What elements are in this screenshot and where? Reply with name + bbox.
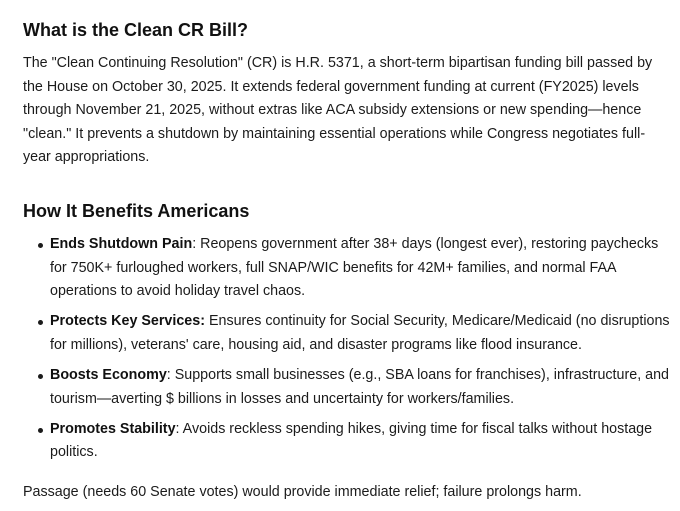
item-text: : Avoids reckless spending hikes, giving time for fiscal talks without hostage politics. <box>50 420 653 461</box>
item-label: Protects Key Services: <box>50 313 205 330</box>
list-item <box>50 364 671 411</box>
list-item <box>50 310 671 357</box>
item-label: Ends Shutdown Pain <box>50 235 193 252</box>
item-text: : Supports small businesses (e.g., SBA loans for franchises), infrastructure, and tourism—averting $ billions in losses and uncertainty for workers/families. <box>50 366 669 407</box>
list-item <box>50 233 671 304</box>
item-text: : Reopens government after 38+ days (longest ever), restoring paychecks for 750K+ furloughed workers, full SNAP/WIC benefits for 42M+ families, and normal FAA operations to avoid holiday travel chaos. <box>50 235 659 300</box>
closing-paragraph: Passage (needs 60 Senate votes) would provide immediate relief; failure prolongs harm. <box>23 483 582 500</box>
list-item <box>50 418 671 465</box>
item-label: Promotes Stability <box>50 420 176 437</box>
item-text: Ensures continuity for Social Security, Medicare/Medicaid (no disruptions for millions), veterans' care, housing aid, and disaster programs like flood insurance. <box>50 313 670 353</box>
heading-what-is-clean-cr: What is the Clean CR Bill? <box>23 20 249 40</box>
heading-benefits: How It Benefits Americans <box>23 200 250 221</box>
item-label: Boosts Economy <box>50 366 167 383</box>
benefits-list <box>23 233 671 465</box>
intro-paragraph: The "Clean Continuing Resolution" (CR) is H.R. 5371, a short-term bipartisan funding bill passed by the House on October 30, 2025. It extends federal government funding at current (FY2025) levels through November 21, 2025, without extras like ACA subsidy extensions or new spending—hence "clean." It prevents a shutdown by maintaining essential operations while Congress negotiates full-year appropriations. <box>23 55 653 166</box>
